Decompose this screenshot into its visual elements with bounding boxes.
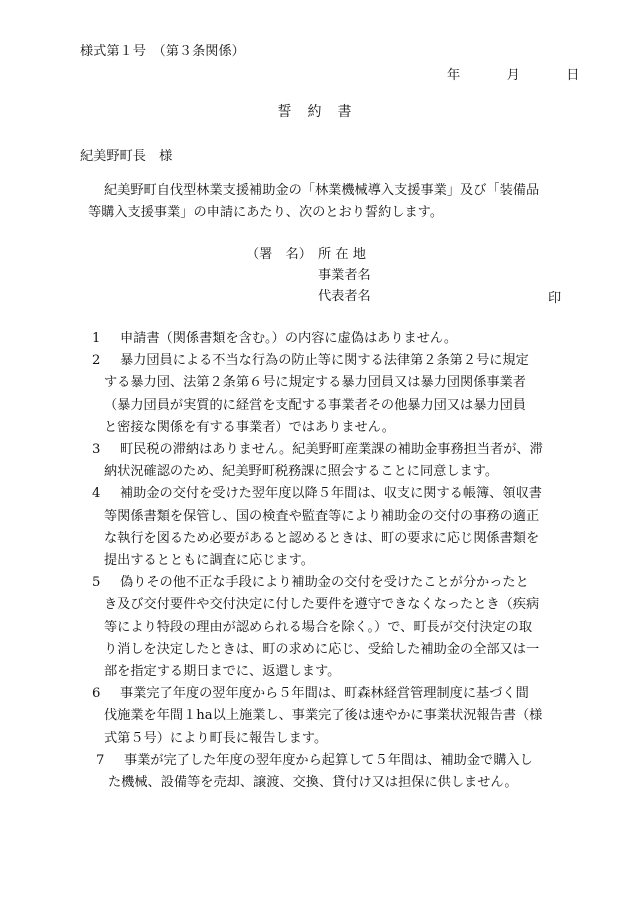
signature-fields — [318, 244, 371, 307]
pledge-line: 納状況確認のため、紀美野町税務課に照会することに同意します。 — [104, 464, 499, 480]
pledge-item — [92, 572, 592, 683]
pledge-line: 式第５号）により町長に報告します。 — [104, 730, 328, 746]
pledge-line: 等により特段の理由が認められる場合を除く。）で、町長が交付決定の取 — [104, 619, 533, 635]
pledge-line: と密接な関係を有する事業者）ではありません。 — [104, 419, 395, 435]
form-number: 様式第１号 （第３条関係） — [80, 44, 245, 59]
date-month: 月 — [506, 68, 520, 83]
pledge-line: き及び交付要件や交付決定に付した要件を遵守できなくなったとき（疾病 — [104, 597, 540, 613]
date-year: 年 — [447, 68, 461, 83]
representative-label: 代表者名 — [318, 289, 371, 304]
pledge-item — [92, 750, 592, 794]
pledge-line: 事業完了年度の翌年度から５年間は、町森林経営管理制度に基づく間 — [120, 686, 529, 702]
pledge-line: 町民税の滞納はありません。紀美野町産業課の補助金事務担当者が、滞 — [120, 442, 543, 458]
pledge-number: 1 — [92, 331, 101, 346]
seal-mark: 印 — [548, 291, 562, 306]
intro-paragraph — [82, 180, 592, 224]
pledge-item — [92, 350, 592, 439]
business-name-label: 事業者名 — [318, 268, 371, 283]
pledge-line: た機械、設備等を売却、譲渡、交換、貸付け又は担保に供しません。 — [108, 775, 518, 791]
pledge-line: 補助金の交付を受けた翌年度以降５年間は、収支に関する帳簿、領収書 — [120, 486, 542, 502]
addressee: 紀美野町長 様 — [80, 149, 173, 164]
pledge-line: 提出するとともに調査に応じます。 — [104, 553, 314, 569]
pledge-item — [92, 328, 592, 350]
signature-tag: （署 名） — [246, 247, 312, 262]
pledge-line: 暴力団員による不当な行為の防止等に関する法律第２条第２号に規定 — [120, 353, 529, 369]
pledge-line: （暴力団員が実質的に経営を支配する事業者その他暴力団又は暴力団員 — [104, 397, 526, 413]
pledge-list — [92, 328, 592, 794]
date-line — [447, 64, 579, 83]
pledge-item — [92, 683, 592, 750]
pledge-number: 3 — [92, 442, 101, 458]
intro-line-2: 等購入支援事業」の申請にあたり、次のとおり誓約します。 — [88, 205, 444, 220]
pledge-line: り消しを決定したときは、町の求めに応じ、受給した補助金の全部又は一 — [104, 641, 540, 657]
pledge-line: な執行を図るため必要があると認めるときは、町の要求に応じ関係書類を — [104, 530, 540, 546]
intro-line-1: 紀美野町自伐型林業支援補助金の「林業機械導入支援事業」及び「装備品 — [104, 183, 540, 198]
pledge-line: する暴力団、法第２条第６号に規定する暴力団員又は暴力団関係事業者 — [104, 375, 526, 391]
pledge-line: 部を指定する期日までに、返還します。 — [104, 664, 341, 680]
pledge-number: 6 — [92, 686, 101, 702]
page-title: 誓 約 書 — [277, 104, 353, 120]
pledge-line: 伐施業を年間１ha以上施業し、事業完了後は速やかに事業状況報告書（様 — [104, 708, 543, 724]
pledge-line: 偽りその他不正な手段により補助金の交付を受けたことが分かったと — [120, 575, 529, 591]
date-day: 日 — [566, 68, 580, 83]
pledge-line: 等関係書類を保管し、国の検査や監査等により補助金の交付の事務の適正 — [104, 508, 540, 524]
pledge-line: 申請書（関係書類を含む。）の内容に虚偽はありません。 — [120, 331, 458, 346]
pledge-number: 5 — [92, 575, 101, 591]
pledge-number: 7 — [96, 752, 105, 768]
pledge-number: 2 — [92, 353, 101, 369]
pledge-number: 4 — [92, 486, 101, 502]
pledge-line: 事業が完了した年度の翌年度から起算して５年間は、補助金で購入し — [124, 752, 533, 768]
pledge-item — [92, 483, 592, 572]
address-label: 所 在 地 — [318, 247, 366, 262]
pledge-item — [92, 439, 592, 483]
